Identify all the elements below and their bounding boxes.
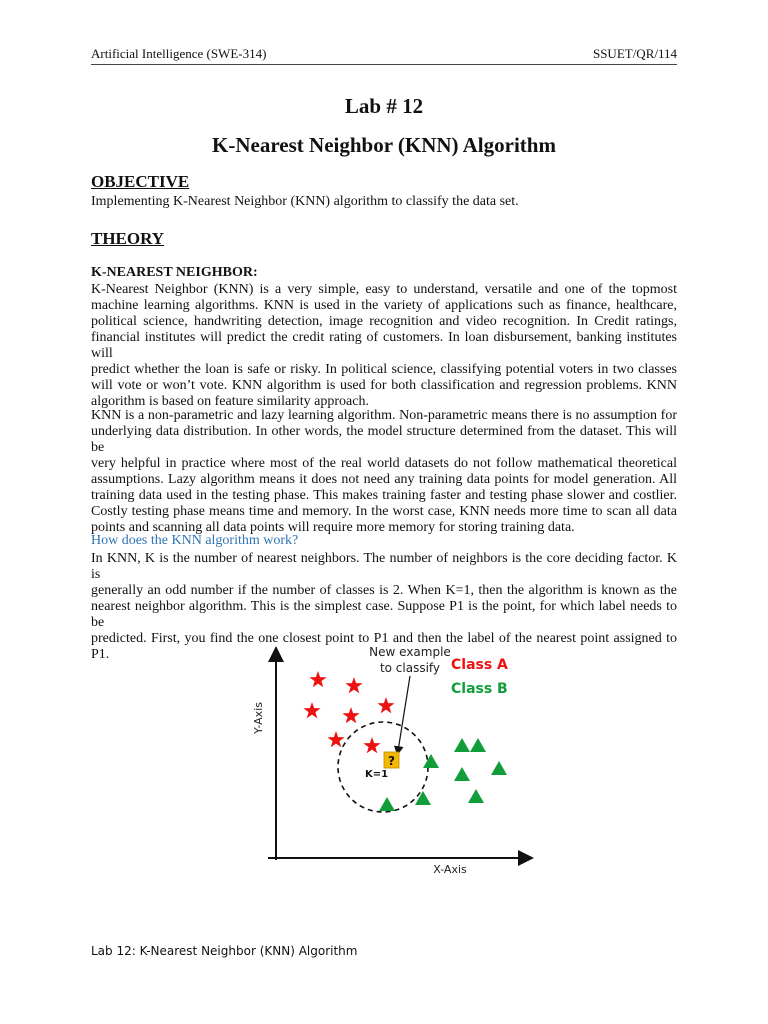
- knn-diagram: [250, 640, 540, 885]
- paragraph-line: algorithm is based on feature similarity approach.: [91, 394, 369, 409]
- lab-title: Lab # 12: [344, 94, 424, 118]
- x-axis-label: X-Axis: [433, 863, 467, 876]
- class-b-triangle: [423, 754, 439, 768]
- class-b-triangle: [468, 789, 484, 803]
- class-b-triangle: [454, 738, 470, 752]
- paragraph-line: training data used in the testing phase. This makes training faster and testing phase slower and costlier.: [91, 488, 677, 503]
- class-a-star: [363, 737, 380, 753]
- class-a-star: [303, 702, 320, 718]
- paragraph-line: K-Nearest Neighbor (KNN) is a very simple, easy to understand, versatile and one of the topmost: [91, 282, 677, 297]
- paragraph-line: Costly testing phase means time and memory. In the worst case, KNN needs more time to scan all data: [91, 504, 677, 519]
- paragraph-line: financial institutes will predict the credit rating of customers. In loan disbursement, banking institutes will: [91, 330, 677, 361]
- page-footer: Lab 12: K-Nearest Neighbor (KNN) Algorithm: [91, 944, 358, 958]
- paragraph-line: In KNN, K is the number of nearest neighbors. The number of neighbors is the core deciding factor. K is: [91, 551, 677, 582]
- legend-class-a: Class A: [451, 657, 508, 673]
- paragraph-line: predict whether the loan is safe or risky. In political science, classifying potential voters in two classes: [91, 362, 677, 377]
- class-a-star: [345, 677, 362, 693]
- page-header: [91, 46, 677, 65]
- class-b-triangle: [491, 761, 507, 775]
- class-a-points: [303, 671, 394, 753]
- k-label: K=1: [365, 769, 389, 780]
- paragraph-line: underlying data distribution. In other words, the model structure determined from the dataset. This will be: [91, 424, 677, 455]
- class-b-triangle: [415, 791, 431, 805]
- query-symbol: ?: [388, 754, 395, 768]
- paragraph-line: predicted. First, you find the one closest point to P1 and then the label of the nearest point assigned to P1.: [91, 631, 677, 662]
- annotation-line-1: New example: [369, 645, 451, 659]
- paragraph-2: [91, 408, 677, 536]
- paragraph-line: very helpful in practice where most of the real world datasets do not follow mathematical theoretical: [91, 456, 677, 471]
- page-title: K-Nearest Neighbor (KNN) Algorithm: [212, 133, 556, 157]
- class-a-star: [327, 731, 344, 747]
- knn-subheading: K-NEAREST NEIGHBOR:: [91, 265, 258, 280]
- document-code: SSUET/QR/114: [592, 46, 677, 61]
- class-b-triangle: [470, 738, 486, 752]
- annotation-line-2: to classify: [379, 661, 441, 675]
- paragraph-line: assumptions. Lazy algorithm means it does not need any training data points for model generation. All: [91, 472, 677, 487]
- paragraph-line: nearest neighbor algorithm. This is the simplest case. Suppose P1 is the point, for which label needs to be: [91, 599, 677, 630]
- class-b-triangle: [454, 767, 470, 781]
- class-a-star: [377, 697, 394, 713]
- annotation-arrow: [398, 676, 410, 751]
- theory-heading: THEORY: [91, 229, 165, 248]
- paragraph-line: political science, handwriting detection, image recognition and video recognition. In Credit ratings,: [91, 314, 677, 329]
- objective-text: Implementing K-Nearest Neighbor (KNN) algorithm to classify the data set.: [91, 194, 519, 209]
- legend-class-b: Class B: [451, 681, 508, 697]
- y-axis-label: Y-Axis: [252, 702, 265, 734]
- paragraph-line: will vote or won’t vote. KNN algorithm is used for both classification and regression problems. KNN: [91, 378, 677, 393]
- class-a-star: [309, 671, 326, 687]
- k-neighborhood-circle: [338, 722, 428, 812]
- paragraph-line: KNN is a non-parametric and lazy learning algorithm. Non-parametric means there is no assumption for: [91, 408, 677, 423]
- paragraph-line: machine learning algorithms. KNN is used in the variety of applications such as finance, healthcare,: [91, 298, 677, 313]
- course-name: Artificial Intelligence (SWE-314): [91, 46, 267, 61]
- class-a-star: [342, 707, 359, 723]
- objective-heading: OBJECTIVE: [91, 172, 190, 191]
- paragraph-line: generally an odd number if the number of classes is 2. When K=1, then the algorithm is known as the: [91, 583, 677, 598]
- paragraph-line: points and scanning all data points will require more memory for storing training data.: [91, 520, 575, 535]
- class-b-triangle: [379, 797, 395, 811]
- knn-question-heading: How does the KNN algorithm work?: [91, 533, 299, 548]
- paragraph-1: [91, 282, 677, 410]
